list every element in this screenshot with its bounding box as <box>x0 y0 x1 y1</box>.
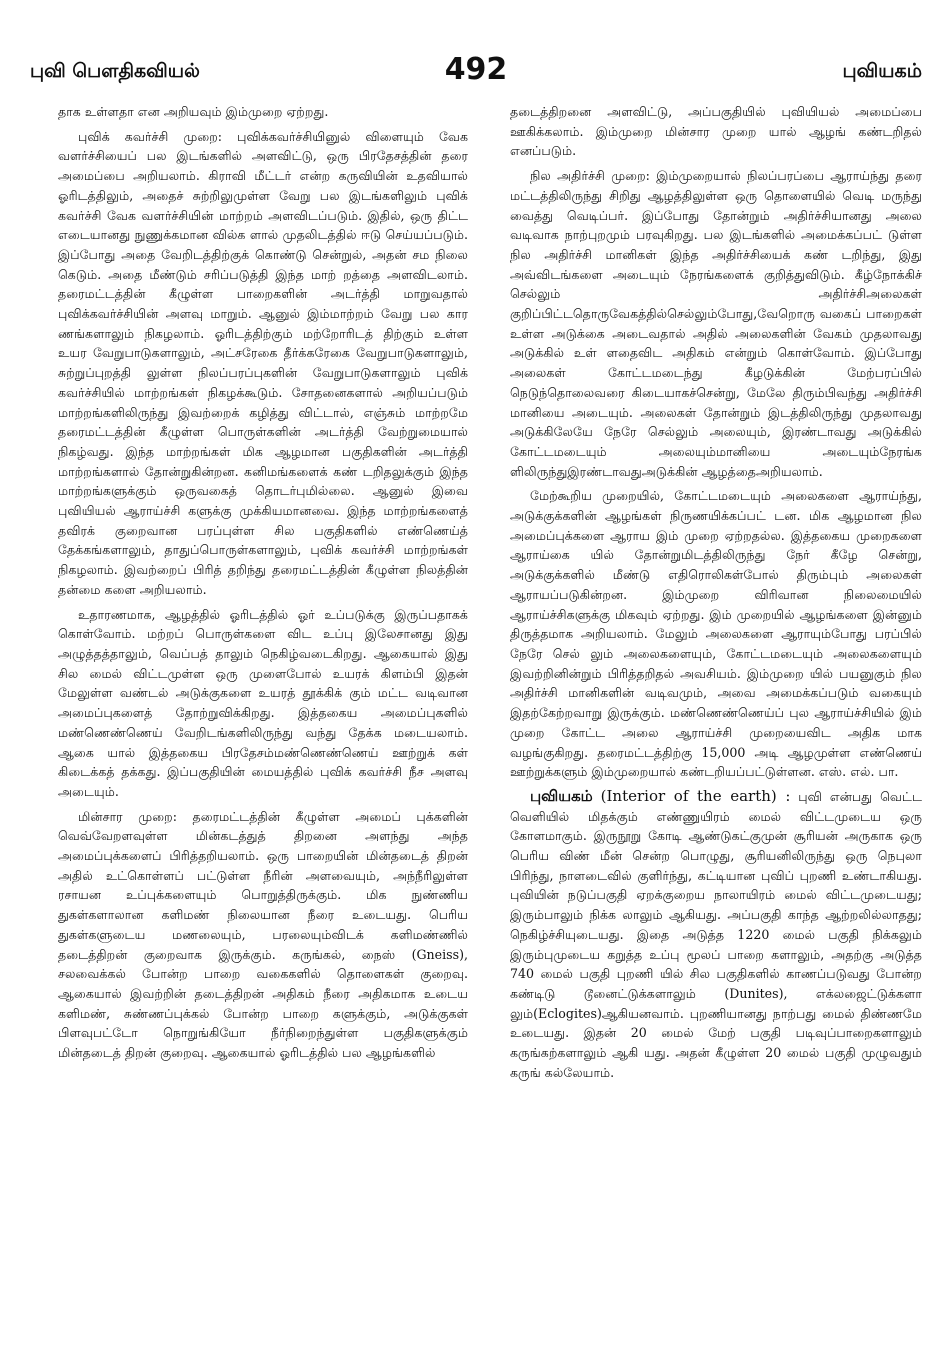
page-header <box>30 52 922 92</box>
right-paragraph: தடைத்திறனை அளவிட்டு, அப்பகுதியில் புவியியல் அமைப்பை ஊகிக்கலாம். இம்முறை மின்சார முறை யால் ஆழங் கண்டறிதல் எனப்படும். <box>510 104 922 159</box>
section-paragraph <box>510 787 922 1083</box>
section-title: புவியகம் <box>530 786 593 805</box>
right-paragraph: மேற்கூறிய முறையில், கோட்டமடையும் அலைகளை ஆராய்ந்து, அடுக்குக்களின் ஆழங்கள் நிருணயிக்கப்பட் டன. மிக ஆழமான நில அமைப்புக்களை ஆராய இம் முறை ஏற்றதல்ல. இத்தகைய முறைகளை ஆராய்கை யில் தோன்றுமிடத்திலிருந்து நேர் கீழே சென்று, அடுக்குக்களில் மீண்டு எதிரொலிகள்போல் திரும்பும் அலைகள் ஆராயப்படுகின்றன. இம்முறை விரிவான நிலைமையில் ஆராய்ச்சிகளுக்கு மிகவும் ஏற்றது. இம் முறையில் ஆழங்களை இன்னும் திருத்தமாக அறியலாம். மேலும் அலைகளை ஆராயும்போது பரப்பில் நேரே செல் லும் அலைகளையும், கோட்டமடையும் அலைகளையும் இவற்றினின்றும் பிரித்தறிதல் அவசியம். இம்முறை யில் பயனுகும் நில அதிர்ச்சி மானிகளின் வடிவமும், அவை அமைக்கப்படும் வகையும் இதற்கேற்றவாறு இருக்கும். மண்ணெண்ணெய்ப் புல ஆராய்ச்சியில் இம் முறை கோட்ட அலை ஆராய்ச்சி முறையைவிட அதிக மாக வழங்குகிறது. தரைமட்டத்திற்கு 15,000 அடி ஆழமுள்ள எண்ணெய் ஊற்றுக்களும் இம்முறையால் கண்டறியப்பட்டுள்ளன. எஸ். எல். பா. <box>510 488 922 780</box>
left-column <box>58 102 468 1342</box>
running-title-left: புவி பௌதிகவியல் <box>30 60 200 82</box>
section-title-english: (Interior of the earth) : <box>600 786 791 805</box>
page-number: 492 <box>444 52 508 87</box>
running-title-right: புவியகம் <box>842 60 922 82</box>
left-paragraph: புவிக் கவர்ச்சி முறை: புவிக்கவர்ச்சியினுல் விளையும் வேக வளர்ச்சியைப் பல இடங்களில் அளவிட்டு, ஒரு பிரதேசத்தின் தரை அமைப்பை அறியலாம். கிராவி மீட்டர் என்ற கருவியின் உதவியால் ஓரிடத்திலும், அதைச் சுற்றிலுமுள்ள வேறு பல இடங்களிலும் புவிக் கவர்ச்சி வேக வளர்ச்சியின் மாற்றம் அளவிடப்படும். இதில், ஒரு திட்ட எடையானது நுணுக்கமான வில்க ளால் முதலிடத்தில் ஈடு செய்யப்படும். இப்போது அதை வேறிடத்திற்குக் கொண்டு சென்றுல், அதன் சம நிலை கெடும். அதை மீண்டும் சரிப்படுத்தி இந்த மாற் றத்தை அளவிடலாம். தரைமட்டத்தின் கீழுள்ள பாறைகளின் அடர்த்தி மாறுவதால் புவிக்கவர்ச்சியின் அளவு மாறும். ஆனுல் இம்மாற்றம் வேறு பல கார ணங்களாலும் நிகழலாம். ஓரிடத்திற்கும் மற்றோரிடத் திற்கும் உள்ள உயர வேறுபாடுகளாலும், அட்சரேகை தீர்க்கரேகை வேறுபாடுகளாலும், சுற்றுப்புறத்தி லுள்ள நிலப்பரப்புகளின் வேறுபாடுகளாலும் புவிக் கவர்ச்சியில் மாற்றங்கள் நிகழக்கூடும். சோதனைகளால் அறியப்படும் மாற்றங்களிலிருந்து இவற்றைக் கழித்து விட்டால், எஞ்சும் மாற்றமே தரைமட்டத்தின் கீழுள்ள பொருள்களின் அடர்த்தி வேற்றுமையால் நிகழ்வது. இந்த மாற்றங்கள் மிக ஆழமான பகுதிகளின் அடர்த்தி மாற்றங்களால் தோன்றுகின்றன. கனிமங்களைக் கண் டறிதலுக்கும் இந்த மாற்றங்களுக்கும் ஒருவகைத் தொடர்புமில்லை. ஆனுல் இவை புவியியல் ஆராய்ச்சி களுக்கு முக்கியமானவை. இந்த மாற்றங்களைத் தவிரக் குறைவான பரப்புள்ள சில பகுதிகளில் எண்ணெய்த் தேக்கங்களாலும், தாதுப்பொருள்களாலும், புவிக் கவர்ச்சி மாற்றங்கள் நிகழலாம். இவற்றைப் பிரித் தறிந்து தரைமட்டத்தின் கீழுள்ள நிலத்தின் தன்மை களை அறியலாம். <box>58 128 468 597</box>
right-column <box>510 102 922 1342</box>
left-paragraph: உதாரணமாக, ஆழத்தில் ஓரிடத்தில் ஓர் உப்படுக்கு இருப்பதாகக் கொள்வோம். மற்றப் பொருள்களை விட உப்பு இலேசானது இது அழுத்தத்தாலும், வெப்பத் தாலும் நெகிழ்வடைகிறது. ஆகையால் இது சில மைல் விட்டமுள்ள ஒரு முளைபோல் உயரக் கிளம்பி இதன் மேலுள்ள வண்டல் அடுக்குகளை உயரத் தூக்கிக் கும் மட்ட வடிவான அமைப்புகளைத் தோற்றுவிக்கிறது. இத்தகைய அமைப்புகளில் மண்ணெண்ணெய் வேறிடங்களிலிருந்து வந்து தேக்க மடையலாம். ஆகை யால் இத்தகைய பிரதேசம்மண்ணெண்ணெய் ஊற்றுக் கள் கிடைக்கத் தக்கது. இப்பகுதியின் மையத்தில் புவிக் கவர்ச்சி நீச அளவு அடையும். <box>58 606 468 799</box>
left-paragraph: தாக உள்ளதா என அறியவும் இம்முறை ஏற்றது. <box>58 104 329 119</box>
section-body: புவி என்பது வெட்ட வெளியில் மிதக்கும் எண்ணுயிரம் மைல் விட்டமுடைய ஒரு கோளமாகும். இருநூறு கோடி ஆண்டுகட்குமுன் சூரியன் அருகாக ஒரு பெரிய விண் மீன் சென்ற பொழுது, சூரியனிலிருந்து ஒரு நெபுலா பிரிந்து, நாளடைவில் குளிர்ந்து, கட்டியான புவிப் புறணி உண்டாகியது. புவியின் நடுப்பகுதி ஏறக்குறைய நாலாயிரம் மைல் விட்டமுடையது; இரும்பாலும் நிக்க லாலும் ஆகியது. அப்பகுதி காந்த ஆற்றலில்லாதது; நெகிழ்ச்சியுடையது. இதை அடுத்த 1220 மைல் பகுதி நிக்கலும் இரும்புமுடைய கறுத்த உப்பு மூலப் பாறை களாலும், அதற்கு அடுத்த 740 மைல் பகுதி புறணி யில் சில பகுதிகளில் காணப்படுவது போன்ற கண்டிடு டூனைட்டுக்களாலும் (Dunites), எக்லஜைட்டுக்களா லும்(Eclogites)ஆகியனவாம். புறணியானது நாற்பது மைல் திண்ணமே உடையது. இதன் 20 மைல் மேற் பகுதி படிவுப்பாறைகளாலும் கருங்கற்களாலும் ஆகி யது. அதன் கீழுள்ள 20 மைல் பகுதி முழுவதும் கருங் கல்லேயாம். <box>510 788 922 1080</box>
left-paragraph: மின்சார முறை: தரைமட்டத்தின் கீழுள்ள அமைப் புக்களின் வெவ்வேறளவுள்ள மின்கடத்துத் திறனை அளந்து அந்த அமைப்புக்களைப் பிரித்தறியலாம். ஒரு பாறையின் மின்தடைத் திறன் அதில் உட்கொள்ளப் பட்டுள்ள நீரின் அளவையும், அந்நீரிலுள்ள ரசாயன உப்புக்களையும் பொறுத்திருக்கும். மிக நுண்ணிய துகள்களாலான களிமண் நிலையான நீரை உடையது. பெரிய துகள்களுடைய மணலையும், பரலையும்விடக் களிமண்ணில் தடைத்திறன் குறைவாக இருக்கும். கருங்கல், நைஸ் (Gneiss), சலவைக்கல் போன்ற பாறை வகைகளில் தொளைகள் குறைவு. ஆகையால் இவற்றின் தடைத்திறன் அதிகம் நீரை அதிகமாக உடைய களிமண், சுண்ணப்புக்கல் போன்ற பாறை களுக்கும், அடுக்குகள் பிளவுபட்டோ நொறுங்கியோ நீர்நிறைந்துள்ள பகுதிகளுக்கும் மின்தடைத் திறன் குறைவு. ஆகையால் ஓரிடத்தில் பல ஆழங்களில் <box>58 808 468 1061</box>
right-paragraph: நில அதிர்ச்சி முறை: இம்முறையால் நிலப்பரப்பை ஆராய்ந்து தரை மட்டத்திலிருந்து சிறிது ஆழத்திலுள்ள ஒரு தொளையில் வெடி மருந்து வைத்து வெடிப்பர். இப்போது தோன்றும் அதிர்ச்சியானது அலை வடிவாக நாற்புறமும் பரவுகிறது. பல இடங்களில் அமைக்கப்பட் டுள்ள நில அதிர்ச்சி மானிகள் இந்த அதிர்ச்சியைக் கண் டறிந்து, இது அவ்விடங்களை அடையும் நேரங்களைக் குறித்துவிடும். கீழ்நோக்கிச் செல்லும் அதிர்ச்சிஅலைகள் குறிப்பிட்டதொருவேகத்தில்செல்லும்போது,வேறொரு வகைப் பாறைகள் உள்ள அடுக்கை அடைவதால் அதில் அலைகளின் வேகம் முதலாவது அடுக்கில் உள் ளதைவிட அதிகம் என்றும் கொள்வோம். இப்போது அலைகள் கோட்டமடைந்து கீழடுக்கின் மேற்பரப்பில் நெடுந்தொலைவரை கிடையாகச்சென்று, மேலே திரும்பிவந்து அதிர்ச்சி மானியை அடையும். அலைகள் தோன்றும் இடத்திலிருந்து முதலாவது அடுக்கிலேயே நேரே செல்லும் அலையும், இரண்டாவது அடுக்கில் கோட்டமடையும் அலையும்மானியை அடையும்நேரங்க ளிலிருந்துஇரண்டாவதுஅடுக்கின் ஆழத்தைஅறியலாம். <box>510 168 922 479</box>
